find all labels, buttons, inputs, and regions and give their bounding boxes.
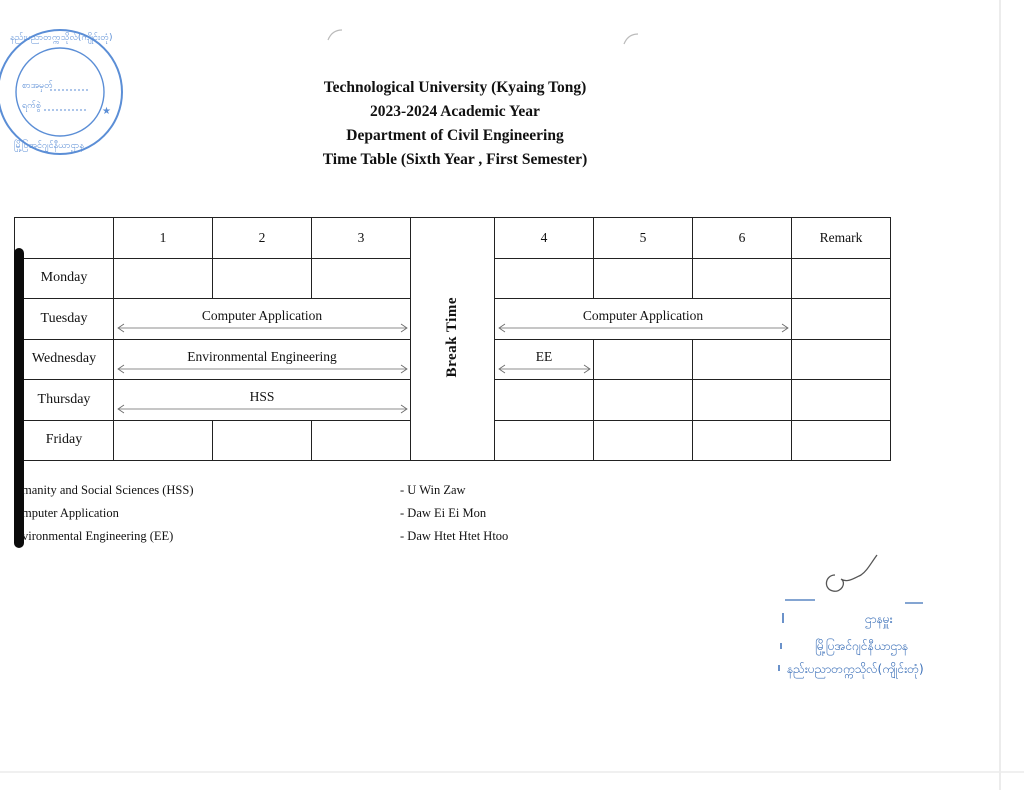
signature-university: နည်းပညာတက္ကသိုလ်(ကျိုင်းတုံ) xyxy=(787,662,924,676)
academic-year: 2023-2024 Academic Year xyxy=(370,103,540,120)
stamp-star-icon: ★ xyxy=(102,106,111,117)
span-arrow-icon xyxy=(116,364,409,374)
punch-mark-right xyxy=(624,34,638,44)
span-arrow-icon xyxy=(116,323,409,333)
department-name: Department of Civil Engineering xyxy=(346,127,564,144)
slot-cell xyxy=(693,339,792,380)
slot-label: Environmental Engineering xyxy=(187,348,337,364)
slot-cell xyxy=(594,380,693,421)
remark-cell xyxy=(792,380,891,421)
slot-cell xyxy=(594,339,693,380)
slot-label: Computer Application xyxy=(201,308,323,323)
day-label: Monday xyxy=(15,258,114,299)
remark-cell xyxy=(792,420,891,461)
corner-cell xyxy=(15,218,114,259)
slot-cell xyxy=(495,420,594,461)
span-arrow-icon xyxy=(116,404,409,414)
period-header: 5 xyxy=(594,218,693,259)
signature-title: ဌာနမှူး xyxy=(865,612,893,626)
slot-cell xyxy=(594,420,693,461)
break-time-cell xyxy=(411,218,495,461)
remark-cell xyxy=(792,299,891,340)
legend-subject: manity and Social Sciences (HSS) xyxy=(22,483,194,497)
stamp-line-2: ရက်စွဲ xyxy=(22,101,42,111)
head-signature-block xyxy=(775,545,965,685)
slot-cell xyxy=(693,258,792,299)
legend-subject: mputer Application xyxy=(22,506,119,520)
day-label: Tuesday xyxy=(15,299,114,340)
slot-cell xyxy=(114,420,213,461)
slot-cell xyxy=(693,380,792,421)
scan-binding-mark xyxy=(14,248,24,548)
legend-teacher: - U Win Zaw xyxy=(400,483,466,497)
period-header: 3 xyxy=(312,218,411,259)
slot-cell xyxy=(495,380,594,421)
slot-label: Computer Application xyxy=(582,308,704,323)
day-label: Wednesday xyxy=(15,339,114,380)
day-label: Thursday xyxy=(15,380,114,421)
period-header: 1 xyxy=(114,218,213,259)
department-stamp xyxy=(0,10,128,166)
remark-header: Remark xyxy=(792,218,891,259)
stamp-ring-text: နည်းပညာတက္ကသိုလ်(ကျိုင်းတုံ) xyxy=(10,33,113,43)
wednesday-afternoon-slot xyxy=(495,339,594,380)
slot-cell xyxy=(213,420,312,461)
slot-cell xyxy=(312,420,411,461)
stamp-line-1: စာအမှတ် xyxy=(22,81,53,91)
slot-label: HSS xyxy=(249,389,275,404)
legend-teacher: - Daw Ei Ei Mon xyxy=(400,506,487,520)
slot-cell xyxy=(213,258,312,299)
slot-cell xyxy=(312,258,411,299)
slot-cell xyxy=(114,258,213,299)
day-label: Friday xyxy=(15,420,114,461)
slot-cell xyxy=(495,258,594,299)
remark-cell xyxy=(792,339,891,380)
timetable xyxy=(14,217,891,461)
university-name: Technological University (Kyaing Tong) xyxy=(323,79,587,96)
slot-cell xyxy=(594,258,693,299)
header-row xyxy=(15,218,891,259)
span-arrow-icon xyxy=(497,364,592,374)
signature-department: မြို့ပြအင်ဂျင်နီယာဌာန xyxy=(815,639,909,653)
punch-mark-left xyxy=(328,30,342,40)
slot-label: EE xyxy=(535,348,553,364)
period-header: 2 xyxy=(213,218,312,259)
legend-subject: vironmental Engineering (EE) xyxy=(22,529,174,543)
slot-cell xyxy=(693,420,792,461)
stamp-bottom-text: မြို့ပြအင်ဂျင်နီယာဌာန xyxy=(14,141,84,151)
span-arrow-icon xyxy=(497,323,790,333)
thursday-morning-slot xyxy=(114,380,411,421)
period-header: 4 xyxy=(495,218,594,259)
tuesday-afternoon-slot xyxy=(495,299,792,340)
legend-teacher: - Daw Htet Htet Htoo xyxy=(400,529,509,543)
break-time-label: Break Time xyxy=(444,296,460,378)
wednesday-morning-slot xyxy=(114,339,411,380)
timetable-title: Time Table (Sixth Year , First Semester) xyxy=(322,151,588,168)
document-header xyxy=(300,76,610,172)
period-header: 6 xyxy=(693,218,792,259)
remark-cell xyxy=(792,258,891,299)
tuesday-morning-slot xyxy=(114,299,411,340)
